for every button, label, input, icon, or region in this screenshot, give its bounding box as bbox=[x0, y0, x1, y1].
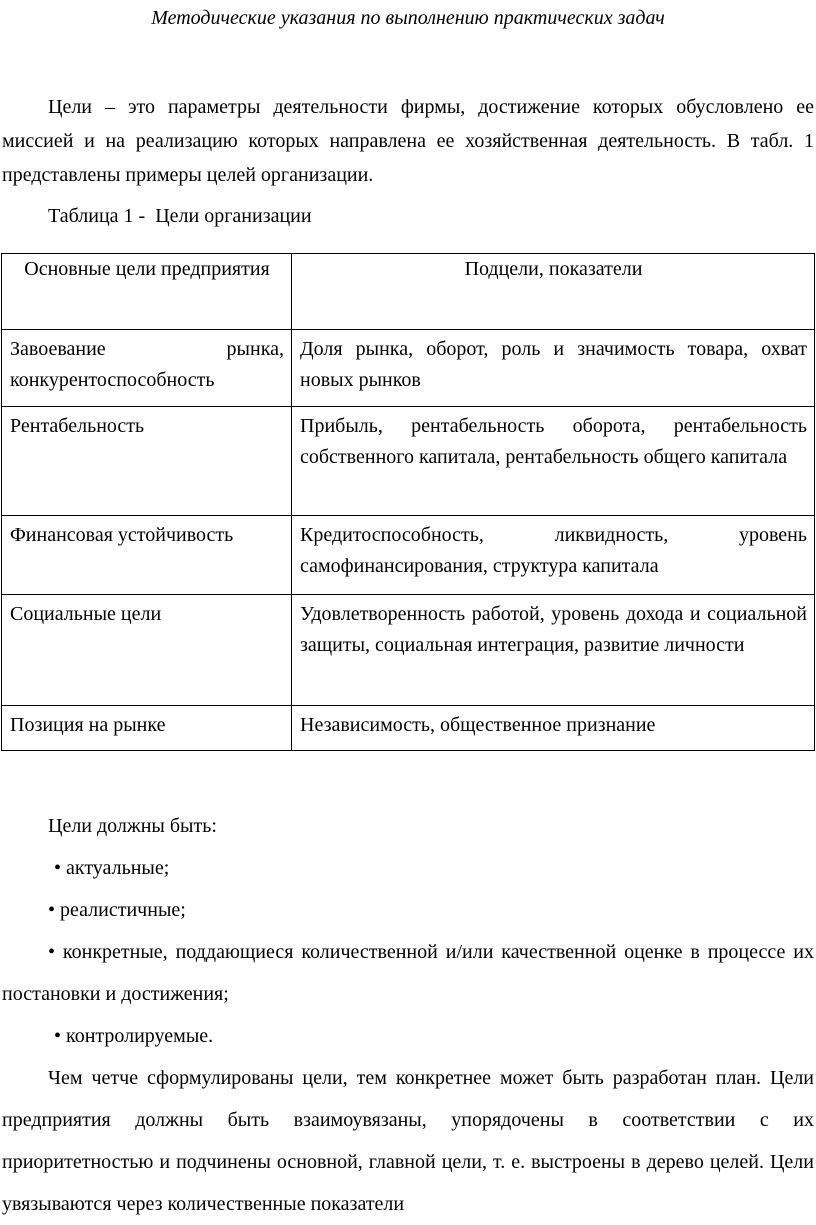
requirement-item: • конкретные, поддающиеся количественной и/или качественной оценке в процессе их постановки и достижения; bbox=[2, 941, 814, 1005]
goal-cell: Завоевание рынка, конкурентоспособность bbox=[2, 330, 292, 407]
goal-cell: Финансовая устойчивость bbox=[2, 516, 292, 595]
goals-table bbox=[1, 253, 815, 751]
column-header-subgoals: Подцели, показатели bbox=[292, 254, 815, 330]
page-header: Методические указания по выполнению практических задач bbox=[151, 7, 665, 29]
table-caption: Таблица 1 - Цели организации bbox=[48, 205, 312, 227]
requirements-lead: Цели должны быть: bbox=[48, 815, 217, 837]
requirement-item: • реалистичные; bbox=[48, 899, 186, 921]
column-header-main-goals: Основные цели предприятия bbox=[2, 254, 292, 330]
goal-cell: Рентабельность bbox=[2, 407, 292, 516]
body-text bbox=[2, 805, 814, 1225]
subgoal-cell: Кредитоспособность, ликвидность, уровень самофинансирования, структура капитала bbox=[292, 516, 815, 595]
requirement-item: • контролируемые. bbox=[54, 1025, 214, 1047]
intro-paragraph: Цели – это параметры деятельности фирмы, достижение которых обусловлено ее миссией и на реализацию которых направлена ее хозяйственная деятельность. В табл. 1 представлены примеры целей организации. bbox=[2, 96, 814, 186]
closing-paragraph: Чем четче сформулированы цели, тем конкретнее может быть разработан план. Цели предприятия должны быть взаимоувязаны, упорядочены в соответствии с их приоритетностью и подчинены основной, главной цели, т. е. выстроены в дерево целей. Цели увязываются через количественные показатели bbox=[2, 1067, 814, 1215]
table-row bbox=[2, 330, 815, 407]
subgoal-cell: Удовлетворенность работой, уровень дохода и социальной защиты, социальная интеграция, развитие личности bbox=[292, 595, 815, 706]
table-row bbox=[2, 407, 815, 516]
goal-cell: Социальные цели bbox=[2, 595, 292, 706]
goal-cell: Позиция на рынке bbox=[2, 706, 292, 751]
table-row bbox=[2, 516, 815, 595]
table-row bbox=[2, 706, 815, 751]
table-header-row bbox=[2, 254, 815, 330]
subgoal-cell: Независимость, общественное признание bbox=[292, 706, 815, 751]
requirement-item: • актуальные; bbox=[54, 857, 170, 879]
subgoal-cell: Прибыль, рентабельность оборота, рентабельность собственного капитала, рентабельность общего капитала bbox=[292, 407, 815, 516]
subgoal-cell: Доля рынка, оборот, роль и значимость товара, охват новых рынков bbox=[292, 330, 815, 407]
table-row bbox=[2, 595, 815, 706]
